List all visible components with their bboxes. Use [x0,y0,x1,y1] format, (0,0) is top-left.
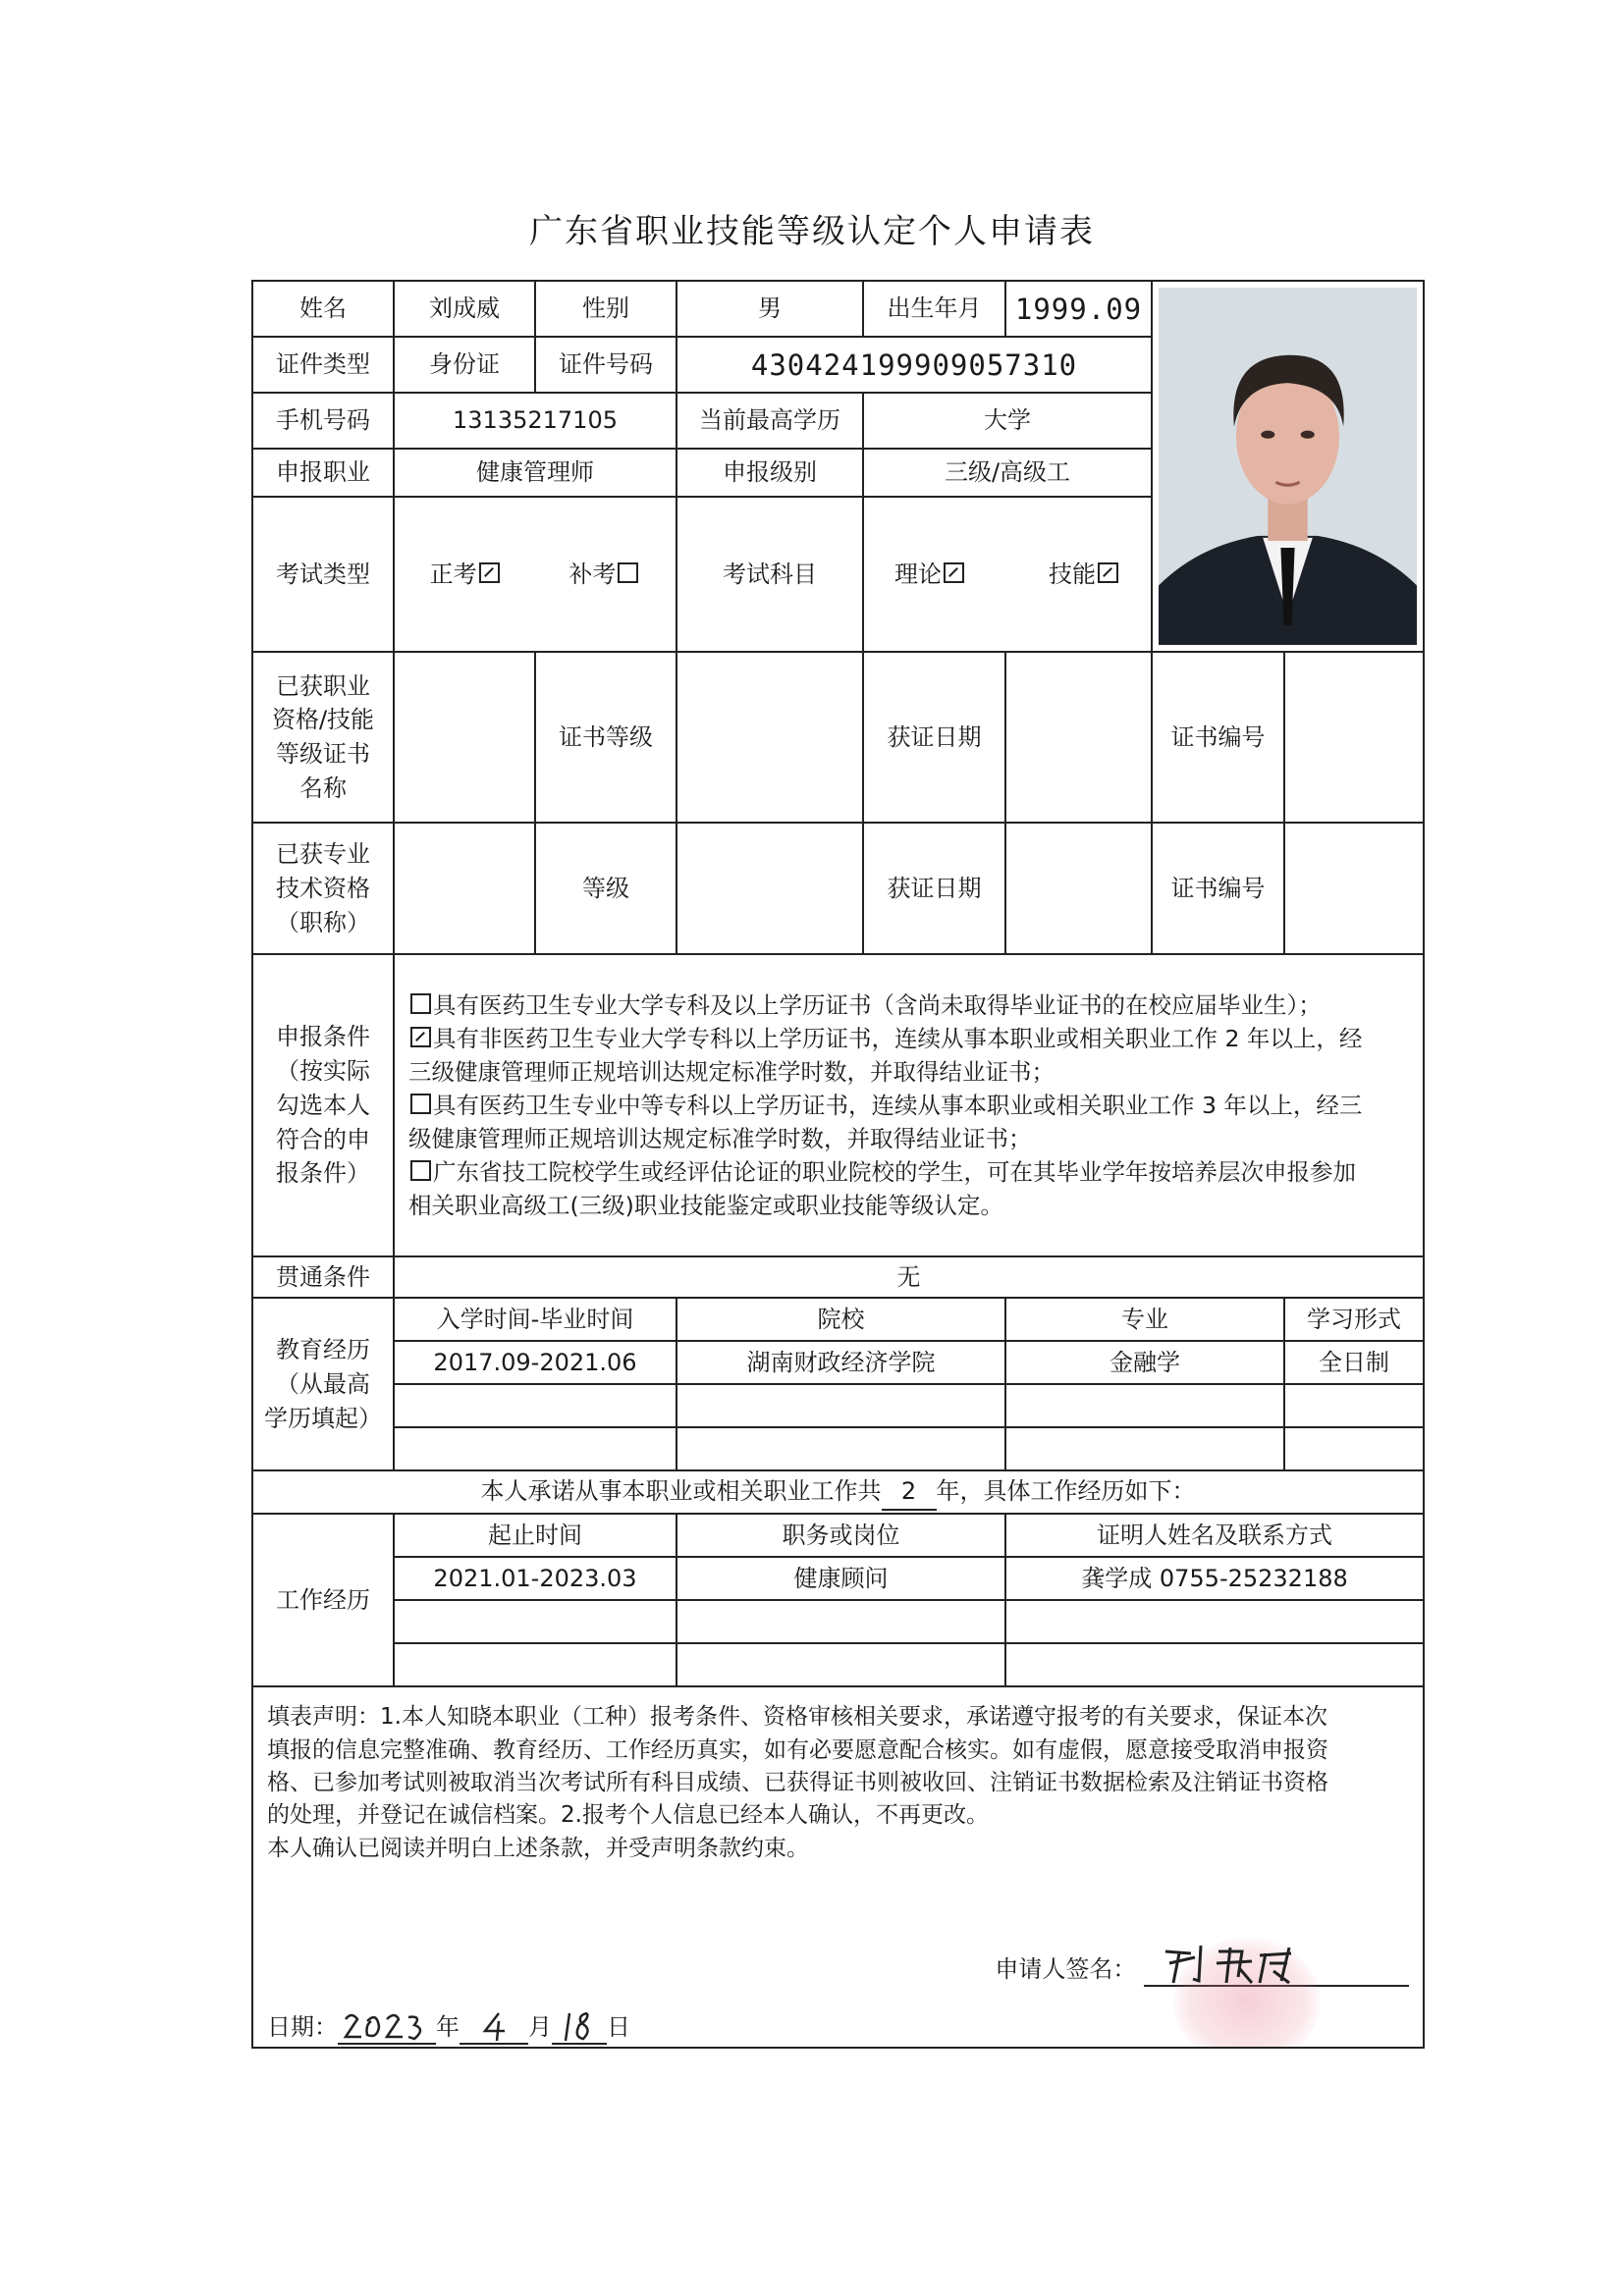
professional-title-label-line: 已获专业 [276,839,370,868]
professional-date-value [1005,823,1152,954]
exam-subject-label: 考试科目 [677,497,863,652]
professional-date-label: 获证日期 [863,823,1005,954]
through-label: 贯通条件 [252,1256,394,1298]
professional-title-label-line: （职称） [276,908,370,936]
professional-number-label: 证书编号 [1152,823,1284,954]
phone-label: 手机号码 [252,393,394,449]
skill-label: 技能 [1048,560,1096,588]
signature-field[interactable] [1144,1948,1409,1987]
edu-school: 湖南财政经济学院 [677,1341,1005,1384]
job-value: 健康管理师 [394,449,677,496]
condition-line [408,988,1409,1022]
photo-cell [1152,281,1424,652]
theory-label: 理论 [894,560,943,588]
conditions-label [252,954,394,1256]
month-unit: 月 [528,2013,552,2042]
signature-row [995,1948,1409,1987]
condition-checkbox[interactable] [410,1027,431,1047]
edu-header-mode: 学习形式 [1284,1298,1424,1341]
declaration-line: 的处理，并登记在诚信档案。2.报考个人信息已经本人确认，不再更改。 [267,1802,989,1829]
work-reference: 龚学成 0755-25232188 [1005,1557,1424,1600]
professional-title-label [252,823,394,954]
grade-label: 等级 [535,823,677,954]
education-label-line: 教育经历 [276,1335,370,1363]
vocational-cert-label-line: 等级证书 [276,740,370,769]
commit-suffix: 年，具体工作经历如下： [936,1476,1196,1505]
through-value: 无 [394,1256,1424,1298]
professional-title-label-line: 技术资格 [276,874,370,902]
level-label: 申报级别 [677,449,863,496]
handwritten-day [552,2007,607,2043]
edu-label: 当前最高学历 [677,393,863,449]
edu-empty-cell [677,1384,1005,1427]
day-unit: 日 [607,2013,630,2042]
edu-empty-cell [677,1427,1005,1470]
cert-number-label: 证书编号 [1152,652,1284,823]
vocational-cert-name-value [394,652,535,823]
edu-empty-cell [394,1427,677,1470]
grade-value [677,823,863,954]
birth-label: 出生年月 [863,281,1005,337]
declaration-line: 填表声明：1.本人知晓本职业（工种）报考条件、资格审核相关要求，承诺遵守报考的有关要求，保证本次 [267,1704,1327,1731]
edu-period: 2017.09-2021.06 [394,1341,677,1384]
birth-value: 1999.09 [1005,281,1152,337]
form-title: 广东省职业技能等级认定个人申请表 [529,212,1095,251]
theory-checkbox[interactable] [944,562,964,583]
applicant-photo [1159,288,1417,645]
vocational-cert-label-line: 资格/技能 [271,706,375,734]
handwritten-year [338,2007,436,2043]
signature-label: 申请人签名： [995,1955,1137,1984]
id-no-label: 证件号码 [535,337,677,393]
declaration-line: 格、已参加考试则被取消当次考试所有科目成绩、已获得证书则被收回、注销证书数据检索及注销证书资格 [267,1769,1328,1795]
work-header-period: 起止时间 [394,1514,677,1557]
id-no-value: 430424199909057310 [677,337,1152,393]
makeup-exam-label: 补考 [568,560,617,588]
level-value: 三级/高级工 [863,449,1152,496]
makeup-exam-checkbox[interactable] [618,562,638,583]
conditions-label-line: 报条件） [276,1159,370,1188]
edu-header-major: 专业 [1005,1298,1284,1341]
name-label: 姓名 [252,281,394,337]
condition-line [408,1189,1409,1222]
edu-empty-cell [1284,1427,1424,1470]
vocational-cert-label-line: 已获职业 [276,671,370,700]
vocational-cert-label [252,652,394,823]
conditions-list [394,954,1424,1256]
exam-subject-options [863,497,1152,652]
declaration-line: 本人确认已阅读并明白上述条款，并受声明条款约束。 [267,1835,809,1861]
id-type-value: 身份证 [394,337,535,393]
condition-line [408,1122,1409,1155]
conditions-label-line: 勾选本人 [276,1091,370,1119]
year-unit: 年 [436,2013,460,2042]
condition-text: 级健康管理师正规培训达规定标准学时数，并取得结业证书； [408,1125,1032,1153]
work-period: 2021.01-2023.03 [394,1557,677,1600]
condition-line [408,1022,1409,1055]
condition-text: 具有医药卫生专业大学专科及以上学历证书（含尚未取得毕业证书的在校应届毕业生）； [433,990,1322,1019]
gender-value: 男 [677,281,863,337]
phone-value: 13135217105 [394,393,677,449]
declaration-section [252,1686,1424,2048]
condition-line [408,1055,1409,1089]
condition-text: 具有医药卫生专业中等专科以上学历证书，连续从事本职业或相关职业工作 3 年以上，经三 [433,1092,1363,1120]
work-empty-cell [1005,1600,1424,1643]
edu-empty-cell [394,1384,677,1427]
conditions-label-line: 符合的申 [276,1125,370,1153]
condition-text: 广东省技工院校学生或经评估论证的职业院校的学生，可在其毕业学年按培养层次申报参加 [433,1158,1356,1187]
date-row [267,2007,630,2045]
cert-date-value [1005,652,1152,823]
conditions-label-line: （按实际 [276,1056,370,1085]
application-form-table [251,280,1425,2049]
education-label [252,1298,394,1470]
work-label: 工作经历 [252,1514,394,1686]
work-empty-cell [394,1600,677,1643]
work-empty-cell [1005,1643,1424,1686]
condition-line [408,1089,1409,1122]
date-day[interactable] [552,2007,607,2045]
condition-text: 三级健康管理师正规培训达规定标准学时数，并取得结业证书； [408,1058,1055,1087]
exam-type-label: 考试类型 [252,497,394,652]
handwritten-signature [1144,1934,1409,1989]
work-empty-cell [677,1643,1005,1686]
work-commitment [252,1470,1424,1514]
skill-checkbox[interactable] [1098,562,1118,583]
condition-line [408,1155,1409,1189]
work-header-position: 职务或岗位 [677,1514,1005,1557]
work-empty-cell [394,1643,677,1686]
date-month[interactable] [460,2007,528,2045]
cert-level-label: 证书等级 [535,652,677,823]
date-year[interactable] [338,2007,436,2045]
edu-empty-cell [1284,1384,1424,1427]
exam-type-options [394,497,677,652]
edu-mode: 全日制 [1284,1341,1424,1384]
edu-value: 大学 [863,393,1152,449]
edu-header-school: 院校 [677,1298,1005,1341]
professional-title-value [394,823,535,954]
handwritten-month [460,2007,528,2043]
condition-checkbox[interactable] [410,993,431,1014]
edu-major: 金融学 [1005,1341,1284,1384]
professional-number-value [1284,823,1424,954]
regular-exam-label: 正考 [429,560,477,588]
condition-text: 相关职业高级工(三级)职业技能鉴定或职业技能等级认定。 [408,1192,1003,1220]
work-empty-cell [677,1600,1005,1643]
edu-empty-cell [1005,1384,1284,1427]
job-label: 申报职业 [252,449,394,496]
cert-level-value [677,652,863,823]
education-label-line: （从最高 [276,1369,370,1398]
condition-text: 具有非医药卫生专业大学专科以上学历证书，连续从事本职业或相关职业工作 2 年以上，经 [433,1025,1363,1053]
condition-checkbox[interactable] [410,1094,431,1114]
declaration-line: 填报的信息完整准确、教育经历、工作经历真实，如有必要愿意配合核实。如有虚假，愿意接受取消申报资 [267,1736,1328,1763]
commit-years: 2 [882,1474,937,1511]
edu-empty-cell [1005,1427,1284,1470]
cert-number-value [1284,652,1424,823]
condition-checkbox[interactable] [410,1160,431,1181]
work-header-reference: 证明人姓名及联系方式 [1005,1514,1424,1557]
commit-prefix: 本人承诺从事本职业或相关职业工作共 [480,1476,882,1505]
regular-exam-checkbox[interactable] [479,562,500,583]
education-label-line: 学历填起） [264,1404,382,1432]
vocational-cert-label-line: 名称 [299,774,347,802]
gender-label: 性别 [535,281,677,337]
id-type-label: 证件类型 [252,337,394,393]
work-position: 健康顾问 [677,1557,1005,1600]
conditions-label-line: 申报条件 [276,1023,370,1051]
cert-date-label: 获证日期 [863,652,1005,823]
edu-header-period: 入学时间-毕业时间 [394,1298,677,1341]
date-label: 日期： [267,2013,338,2042]
name-value: 刘成威 [394,281,535,337]
